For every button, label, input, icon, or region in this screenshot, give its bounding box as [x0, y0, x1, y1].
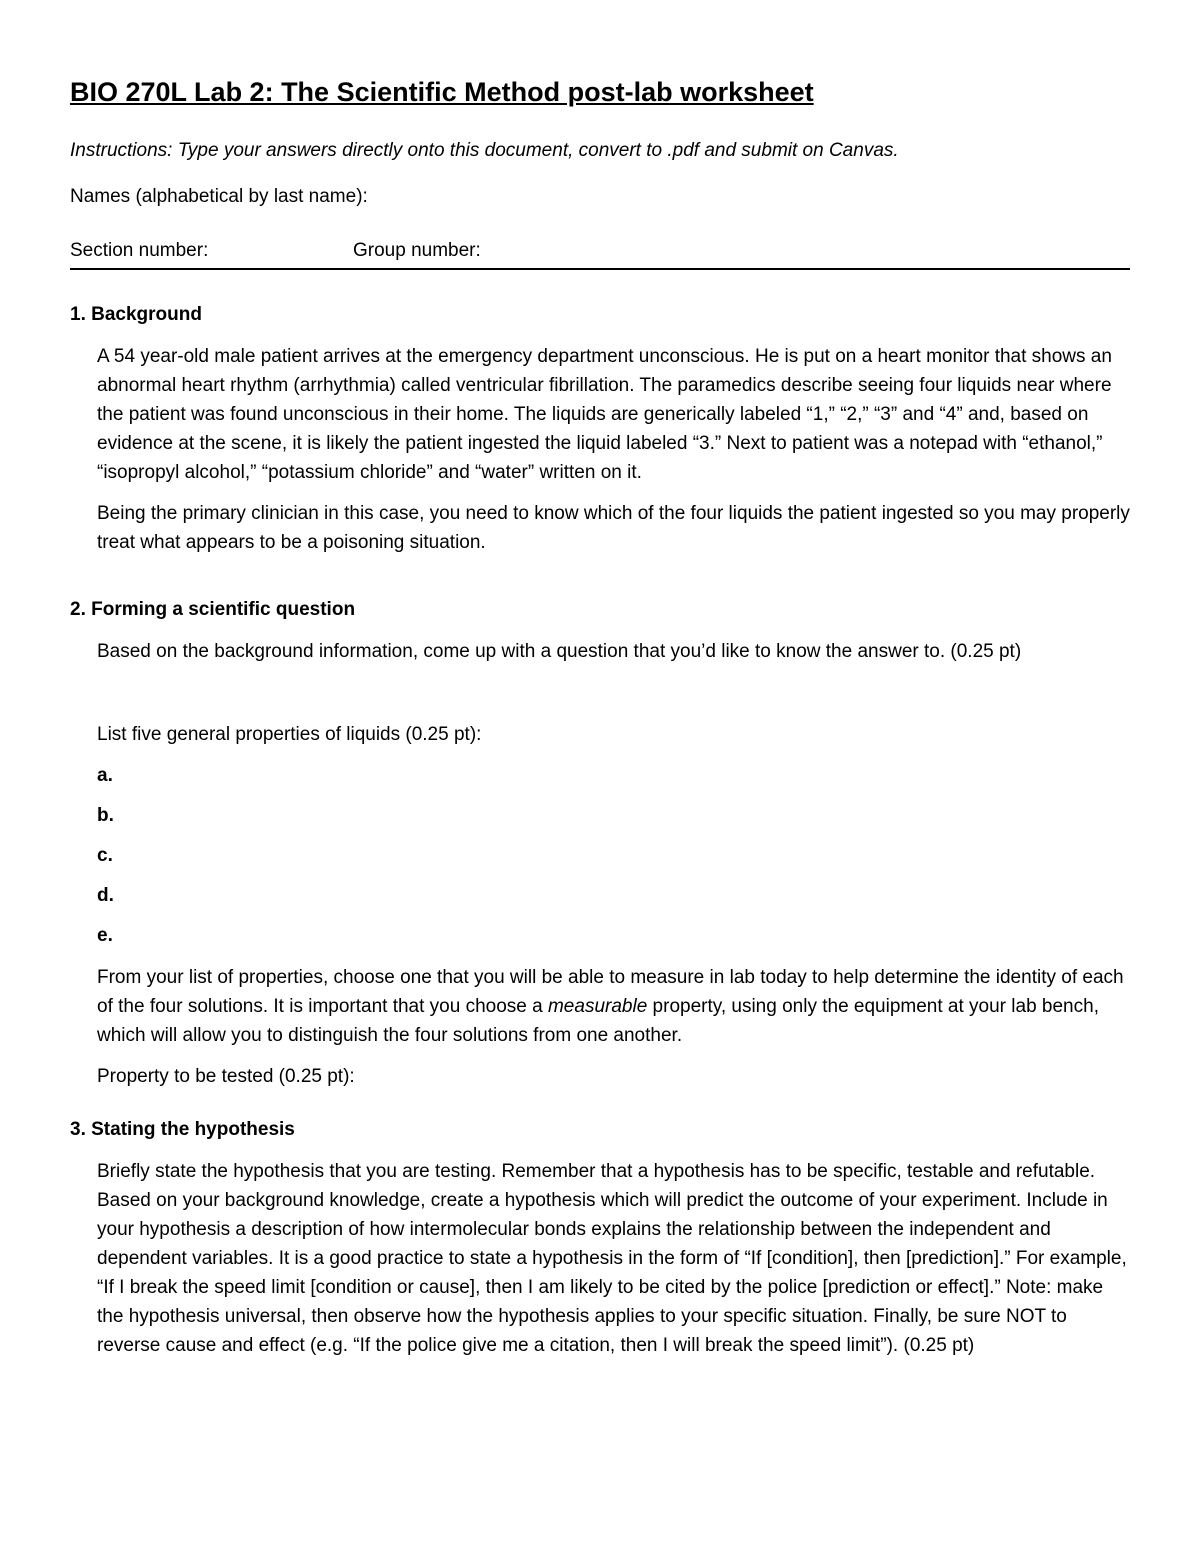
property-tested-label[interactable]: Property to be tested (0.25 pt): [97, 1066, 355, 1087]
background-paragraph-1: A 54 year-old male patient arrives at the emergency department unconscious. He is put on a heart monitor that shows an abnormal heart rhythm (arrhythmia) called ventricular fibrillation. The paramedics describe seeing four liquids near where the patient was found unconscious in their home. The liquids are generically labeled “1,” “2,” “3” and “4” and, based on evidence at the scene, it is likely the patient ingested the liquid labeled “3.” Next to patient was a notepad with “ethanol,” “isopropyl alcohol,” “potassium chloride” and “water” written on it. [97, 346, 1112, 483]
hypothesis-heading: 3. Stating the hypothesis [70, 1119, 295, 1140]
background-heading: 1. Background [70, 304, 202, 325]
page-title: BIO 270L Lab 2: The Scientific Method post-lab worksheet [70, 77, 814, 107]
worksheet-page [70, 74, 1130, 1360]
instructions-text: Instructions: Type your answers directly onto this document, convert to .pdf and submit on Canvas. [70, 140, 899, 161]
names-label: Names (alphabetical by last name): [70, 186, 368, 207]
choose-text-pre: From your list of properties, choose one that you will be able to measure in lab today to help determine the identity of each of the four solutions. It is important that you choose a [97, 967, 1124, 1017]
list-prompt: List five general properties of liquids (0.25 pt): [97, 724, 482, 745]
choose-text-post: property, using only the equipment at your lab bench, which will allow you to distinguish the four solutions from one another. [97, 996, 1099, 1046]
question-prompt: Based on the background information, come up with a question that you’d like to know the answer to. (0.25 pt) [97, 641, 1022, 662]
background-paragraph-2: Being the primary clinician in this case, you need to know which of the four liquids the patient ingested so you may properly treat what appears to be a poisoning situation. [97, 503, 1130, 553]
choose-property-paragraph [97, 963, 1130, 1050]
list-item-b[interactable]: b. [97, 805, 114, 826]
list-item-e[interactable]: e. [97, 925, 113, 946]
list-item-a[interactable]: a. [97, 765, 113, 786]
list-item-d[interactable]: d. [97, 885, 114, 906]
section-group-row [70, 238, 1130, 270]
list-item-c[interactable]: c. [97, 845, 113, 866]
choose-text-emphasis: measurable [547, 996, 648, 1017]
section-number-label: Section number: [70, 240, 209, 261]
question-heading: 2. Forming a scientific question [70, 599, 356, 620]
group-number-label: Group number: [353, 240, 481, 261]
question-answer-space[interactable] [70, 666, 1130, 716]
hypothesis-paragraph: Briefly state the hypothesis that you are testing. Remember that a hypothesis has to be specific, testable and refutable. Based on your background knowledge, create a hypothesis which will predict the outcome of your experiment. Include in your hypothesis a description of how intermolecular bonds explains the relationship between the independent and dependent variables. It is a good practice to state a hypothesis in the form of “If [condition], then [prediction].” For example, “If I break the speed limit [condition or cause], then I am likely to be cited by the police [prediction or effect].” Note: make the hypothesis universal, then observe how the hypothesis applies to your specific situation. Finally, be sure NOT to reverse cause and effect (e.g. “If the police give me a citation, then I will break the speed limit”). (0.25 pt) [97, 1161, 1127, 1356]
